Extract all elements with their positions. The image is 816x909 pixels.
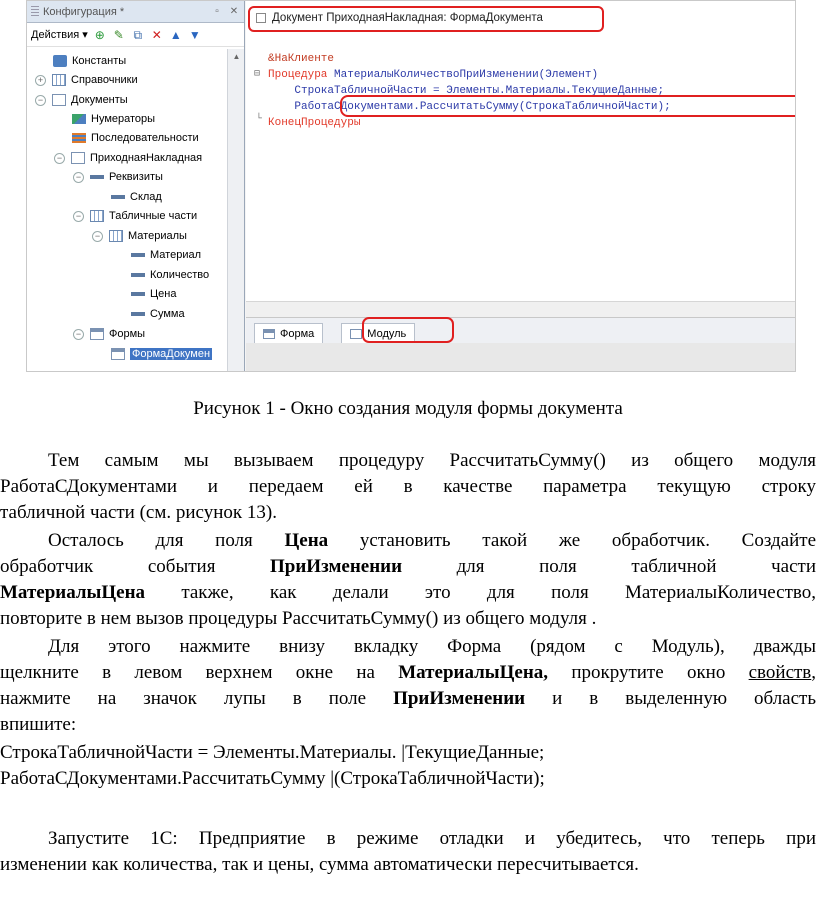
form-icon <box>111 348 125 360</box>
configuration-tree <box>27 49 227 372</box>
tree-item[interactable] <box>73 325 145 343</box>
tree-item[interactable] <box>131 266 209 284</box>
tree-item[interactable] <box>72 110 155 128</box>
configuration-toolbar <box>27 23 244 47</box>
tree-item-label: Константы <box>72 55 127 67</box>
field-name: Цена <box>284 530 329 551</box>
tab-form[interactable] <box>254 323 323 343</box>
editor-footer <box>246 343 796 372</box>
tree-item[interactable] <box>53 52 126 70</box>
scroll-up-icon[interactable]: ▲ <box>232 52 241 61</box>
attribute-icon <box>131 273 145 277</box>
constants-icon <box>53 55 67 67</box>
figure-caption: Рисунок 1 - Окно создания модуля формы документа <box>193 398 623 419</box>
tree-item-label: Формы <box>109 328 146 340</box>
tree-item[interactable] <box>72 129 199 147</box>
tree-item[interactable] <box>54 149 202 167</box>
collapse-icon[interactable]: − <box>54 153 65 164</box>
tree-scrollbar[interactable] <box>227 49 244 372</box>
attribute-icon <box>131 292 145 296</box>
event-name: ПриИзменении <box>270 556 403 577</box>
tree-item-label: Последовательности <box>91 132 199 144</box>
move-up-icon[interactable]: ▲ <box>169 27 182 42</box>
attribute-icon <box>131 253 145 257</box>
properties-link: свойств <box>748 662 812 683</box>
tree-item-label: ПриходнаяНакладная <box>90 152 203 164</box>
tree-item-label: Материалы <box>128 230 187 242</box>
text-span: для поля табличной части <box>456 556 816 577</box>
field-name: МатериалыЦена, <box>398 662 549 683</box>
attribute-icon <box>131 312 145 316</box>
code-line-1: СтрокаТабличнойЧасти = Элементы.Материалы.ТекущиеДанные; <box>294 85 665 97</box>
tree-item[interactable] <box>131 285 176 303</box>
code-directive: &НаКлиенте <box>268 53 335 65</box>
tree-item[interactable] <box>73 207 197 225</box>
text-span: прокрутите окно <box>571 662 726 683</box>
tree-item-selected[interactable] <box>111 345 212 363</box>
text-span: также, как делали это для поля МатериалыКоличество, <box>181 582 816 603</box>
sequences-icon <box>72 133 86 143</box>
attributes-icon <box>90 175 104 179</box>
text-line <box>0 554 816 580</box>
highlight-title-frame <box>248 6 604 32</box>
delete-icon[interactable]: ✕ <box>151 27 162 42</box>
fold-end-icon: └ <box>256 114 263 125</box>
tree-item[interactable] <box>73 168 163 186</box>
configuration-panel-header <box>27 1 244 23</box>
configuration-panel <box>27 1 245 372</box>
paragraph-1 <box>0 448 816 526</box>
text-line: изменении как количества, так и цены, сумма автоматически пересчитывается. <box>0 854 639 875</box>
catalogs-icon <box>52 74 66 86</box>
highlight-tab-frame <box>362 317 454 343</box>
tree-item-label: Документы <box>71 94 128 106</box>
tree-item[interactable] <box>111 188 162 206</box>
text-span: и в выделенную область <box>552 688 816 709</box>
text-line: РаботаСДокументами и передаем ей в качестве параметра текущую строку <box>0 476 816 497</box>
event-name: ПриИзменении <box>393 688 526 709</box>
fold-icon[interactable]: ⊟ <box>254 69 261 80</box>
text-span: щелкните в левом верхнем окне на <box>0 662 375 683</box>
tree-item-label: Табличные части <box>109 210 198 222</box>
tree-item[interactable] <box>131 246 201 264</box>
documents-icon <box>52 94 66 106</box>
paragraph-2 <box>0 528 816 632</box>
code-procedure-signature: МатериалыКоличествоПриИзменении(Элемент) <box>334 69 599 81</box>
tree-item[interactable] <box>131 305 185 323</box>
tree-item-label: Цена <box>150 288 177 300</box>
close-icon[interactable]: ✕ <box>229 5 239 17</box>
tree-item[interactable] <box>92 227 187 245</box>
forms-icon <box>90 328 104 340</box>
tree-item-label: Материал <box>150 249 201 261</box>
tree-item-label: Количество <box>150 269 210 281</box>
tree-item-label: Нумераторы <box>91 113 156 125</box>
text-line: табличной части (см. рисунок 13). <box>0 502 277 523</box>
field-name: МатериалыЦена <box>0 582 146 603</box>
text-span: , <box>811 662 816 683</box>
tree-item-label: ФормаДокумен <box>132 348 211 360</box>
edit-icon[interactable]: ✎ <box>113 27 124 42</box>
tab-label: Модуль <box>367 327 407 340</box>
text-line <box>0 580 816 606</box>
paragraph-4 <box>0 826 816 878</box>
module-editor <box>246 1 796 372</box>
tabular-parts-icon <box>90 210 104 222</box>
tree-item-label: Сумма <box>150 308 185 320</box>
tree-item-label: Справочники <box>71 74 138 86</box>
restore-icon[interactable]: ▫ <box>215 5 219 17</box>
form-tab-icon <box>263 329 275 339</box>
numerators-icon <box>72 114 86 124</box>
text-span: Осталось для поля <box>48 530 253 551</box>
text-line <box>0 686 816 712</box>
text-line: Запустите 1С: Предприятие в режиме отладки и убедитесь, что теперь при <box>48 828 816 849</box>
code-snippet-line-1: СтрокаТабличнойЧасти = Элементы.Материалы. |ТекущиеДанные; <box>0 742 545 763</box>
configurator-screenshot <box>26 0 796 372</box>
code-keyword-end: КонецПроцедуры <box>268 117 361 129</box>
code-keyword-procedure: Процедура <box>268 69 328 81</box>
editor-title: Документ ПриходнаяНакладная: ФормаДокумента <box>272 12 543 24</box>
code-line-2: РаботаСДокументами.РассчитатьСумму(СтрокаТабличнойЧасти); <box>294 101 671 113</box>
collapse-icon[interactable]: − <box>73 211 84 222</box>
text-span: установить такой же обработчик. Создайте <box>359 530 816 551</box>
configuration-panel-title: Конфигурация * <box>43 5 125 18</box>
text-line: Для этого нажмите внизу вкладку Форма (рядом с Модуль), дважды <box>48 636 816 657</box>
collapse-icon[interactable]: − <box>73 329 84 340</box>
tree-item[interactable] <box>35 71 138 89</box>
tree-item-label: Склад <box>130 191 162 203</box>
highlight-code-frame <box>340 95 796 117</box>
add-icon[interactable]: ⊕ <box>94 27 105 42</box>
move-down-icon[interactable]: ▼ <box>188 27 201 42</box>
code-area[interactable] <box>268 51 671 131</box>
expand-icon[interactable]: + <box>35 75 46 86</box>
editor-hscroll[interactable] <box>246 301 796 317</box>
attribute-icon <box>111 195 125 199</box>
document-icon <box>71 152 85 164</box>
collapse-icon[interactable]: − <box>92 231 103 242</box>
collapse-icon[interactable]: − <box>73 172 84 183</box>
module-tab-icon <box>350 329 362 339</box>
text-span: обработчик события <box>0 556 216 577</box>
paragraph-3 <box>0 634 816 738</box>
grip-icon[interactable] <box>31 6 39 18</box>
tree-item[interactable] <box>35 91 128 109</box>
text-line: повторите в нем вызов процедуры РассчитатьСумму() из общего модуля . <box>0 608 597 629</box>
text-line: впишите: <box>0 714 77 735</box>
text-line: Тем самым мы вызываем процедуру РассчитатьСумму() из общего модуля <box>48 450 816 471</box>
tree-item-label: Реквизиты <box>109 171 163 183</box>
text-line <box>0 528 816 554</box>
copy-icon[interactable]: ⧉ <box>133 27 143 42</box>
text-line <box>0 660 816 686</box>
tab-label: Форма <box>280 327 315 340</box>
tabular-part-icon <box>109 230 123 242</box>
actions-menu[interactable]: Действия ▾ <box>31 29 88 41</box>
editor-tabs <box>246 317 796 343</box>
code-snippet-line-2: РаботаСДокументами.РассчитатьСумму |(СтрокаТабличнойЧасти); <box>0 768 545 789</box>
code-snippet <box>0 740 816 792</box>
text-span: нажмите на значок лупы в поле <box>0 688 367 709</box>
collapse-icon[interactable]: − <box>35 95 46 106</box>
